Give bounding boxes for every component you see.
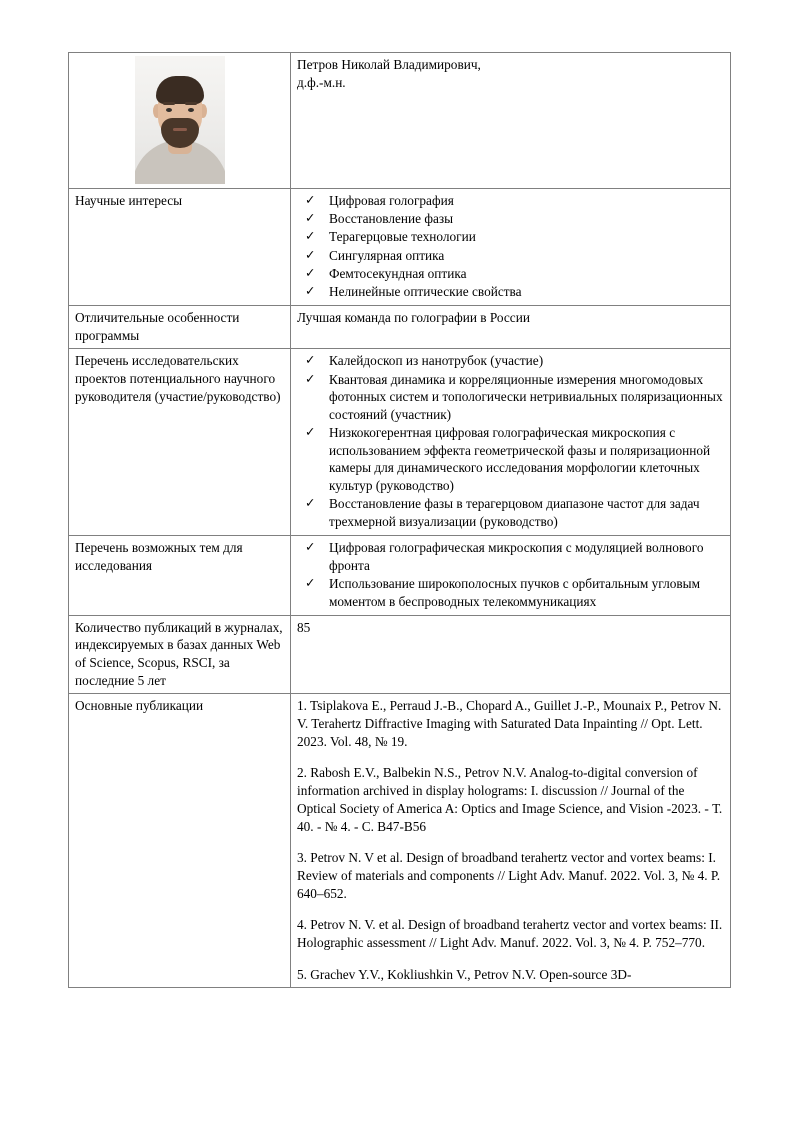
photo-brow-right <box>185 102 197 105</box>
list-item: ✓ Восстановление фазы в терагерцовом диапазоне частот для задач трехмерной визуализации (руководство) <box>297 495 725 530</box>
publication-count-value: 85 <box>297 619 311 635</box>
value-topics <box>291 536 731 616</box>
list-item: 4. Petrov N. V. et al. Design of broadband terahertz vector and vortex beams: II. Holographic assessment // Light Adv. Manuf. 2022. Vol. 3, № 4. P. 752–770. <box>297 917 723 950</box>
topics-list <box>297 539 725 610</box>
publications-list <box>297 697 725 983</box>
value-main-publications <box>291 694 731 988</box>
table-row-interests <box>69 189 731 306</box>
list-item: 1. Tsiplakova E., Perraud J.-B., Chopard A., Guillet J.-P., Mounaix P., Petrov N. V. Terahertz Diffractive Imaging with Saturated Data Inpainting // Opt. Lett. 2023. Vol. 48, № 19. <box>297 698 722 749</box>
table-row-main-publications <box>69 694 731 988</box>
photo-mouth <box>173 128 187 131</box>
list-item: ✓ Калейдоскоп из нанотрубок (участие) <box>297 352 725 370</box>
table-row-topics <box>69 536 731 616</box>
photo-eye-right <box>188 108 194 112</box>
list-item: ✓ Восстановление фазы <box>297 210 725 228</box>
label-features: Отличительные особенности программы <box>69 306 291 349</box>
table-row-projects <box>69 349 731 536</box>
value-features <box>291 306 731 349</box>
list-item: ✓ Цифровая голография <box>297 192 725 210</box>
photo-eye-left <box>166 108 172 112</box>
profile-table <box>68 52 731 988</box>
list-item: ✓ Нелинейные оптические свойства <box>297 283 725 301</box>
list-item: 2. Rabosh E.V., Balbekin N.S., Petrov N.V. Analog-to-digital conversion of information archived in display holograms: I. discussion // Journal of the Optical Society of America A: Optics and Image Science, and Vision -2023. - Т. 40. - № 4. - С. B47-B56 <box>297 765 723 834</box>
interests-list <box>297 192 725 301</box>
list-item: ✓ Сингулярная оптика <box>297 247 725 265</box>
list-item: ✓ Использование широкополосных пучков с орбитальным угловым моментом в беспроводных телекоммуникациях <box>297 575 725 610</box>
list-item: 3. Petrov N. V et al. Design of broadband terahertz vector and vortex beams: I. Review of materials and components // Light Adv. Manuf. 2022. Vol. 3, № 4. P. 640–652. <box>297 850 721 901</box>
list-item: ✓ Цифровая голографическая микроскопия с модуляцией волнового фронта <box>297 539 725 574</box>
label-topics: Перечень возможных тем для исследования <box>69 536 291 616</box>
label-publication-count: Количество публикаций в журналах, индексируемых в базах данных Web of Science, Scopus, RSCI, за последние 5 лет <box>69 615 291 694</box>
features-text: Лучшая команда по голографии в России <box>297 310 530 326</box>
portrait-photo <box>135 56 225 184</box>
photo-brow-left <box>163 102 175 105</box>
person-name: Петров Николай Владимирович, <box>297 57 481 72</box>
identity-cell <box>291 53 731 189</box>
value-projects <box>291 349 731 536</box>
list-item: 5. Grachev Y.V., Kokliushkin V., Petrov N.V. Open-source 3D- <box>297 966 632 982</box>
label-interests: Научные интересы <box>69 189 291 306</box>
table-row-features <box>69 306 731 349</box>
label-projects: Перечень исследовательских проектов потенциального научного руководителя (участие/руководство) <box>69 349 291 536</box>
list-item: ✓ Фемтосекундная оптика <box>297 265 725 283</box>
value-publication-count <box>291 615 731 694</box>
table-row-publication-count <box>69 615 731 694</box>
photo-hair <box>156 76 204 104</box>
photo-cell <box>69 53 291 189</box>
value-interests <box>291 189 731 306</box>
list-item: ✓ Терагерцовые технологии <box>297 228 725 246</box>
list-item: ✓ Квантовая динамика и корреляционные измерения многомодовых фотонных систем и топологически нетривиальных поляризационных состояний (участник) <box>297 371 725 424</box>
projects-list <box>297 352 725 530</box>
label-main-publications: Основные публикации <box>69 694 291 988</box>
person-degree: д.ф.-м.н. <box>297 74 346 90</box>
table-row-identity <box>69 53 731 189</box>
list-item: ✓ Низкокогерентная цифровая голографическая микроскопия с использованием эффекта геометрической фазы и поляризационной камеры для динамического исследования морфологии клеточных культур (руководство) <box>297 424 725 495</box>
